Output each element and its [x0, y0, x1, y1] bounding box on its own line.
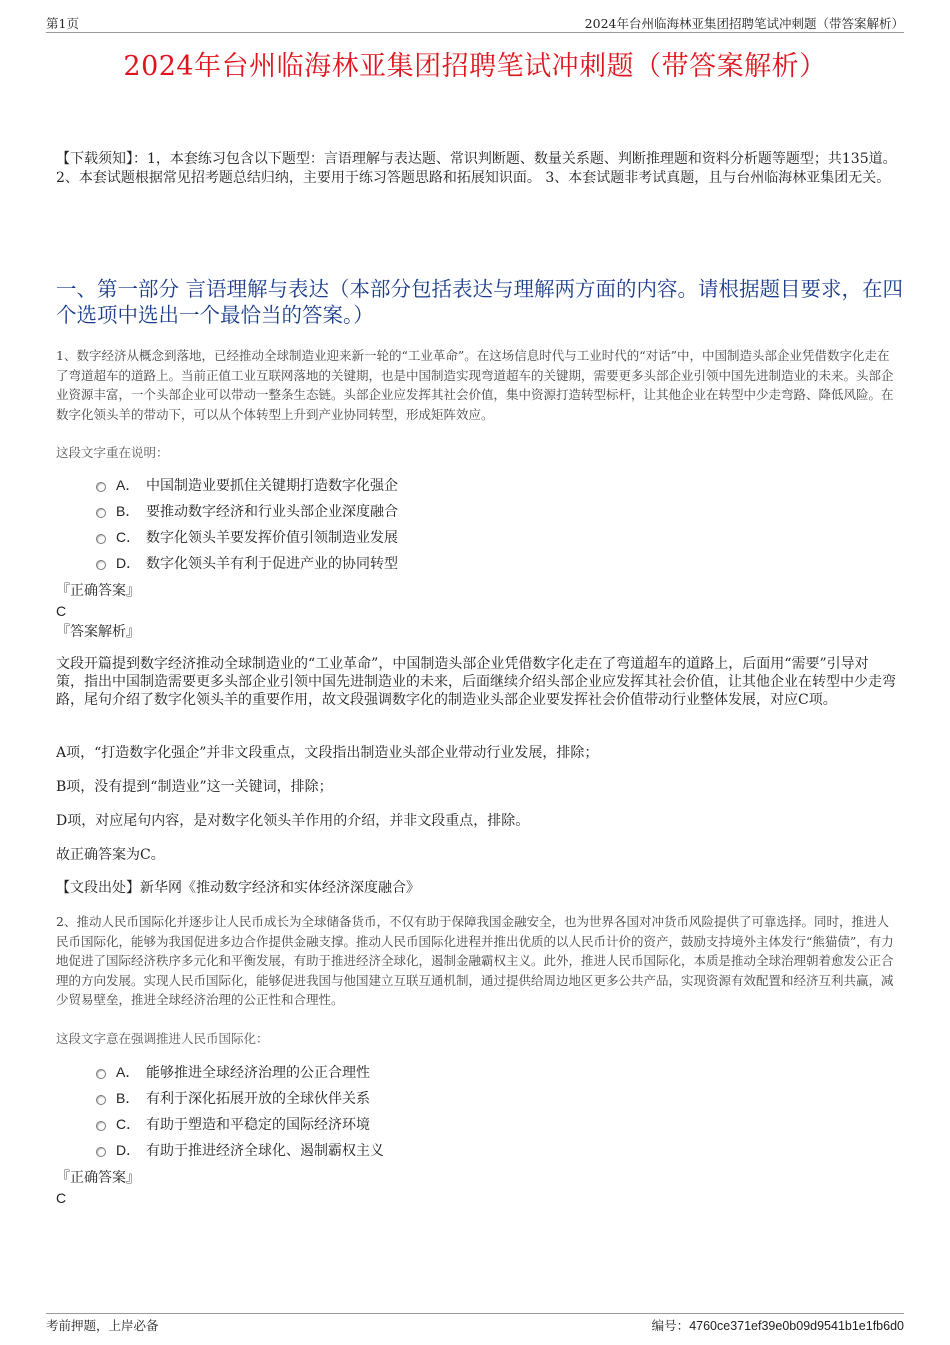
- answer-label: 『正确答案』: [56, 583, 140, 599]
- question-1-prompt: 这段文字重在说明：: [56, 445, 169, 460]
- option-b[interactable]: [96, 498, 796, 524]
- radio-icon[interactable]: [96, 534, 106, 544]
- answer-value: C: [56, 1190, 67, 1206]
- answer-value: C: [56, 603, 67, 619]
- option-c[interactable]: [96, 524, 796, 550]
- option-letter: C．: [116, 1116, 141, 1132]
- option-text: 能够推进全球经济治理的公正合理性: [146, 1065, 370, 1081]
- option-letter: B．: [116, 503, 140, 519]
- option-letter: A．: [116, 1064, 140, 1080]
- passage-source: 【文段出处】新华网《推动数字经济和实体经济深度融合》: [56, 880, 420, 896]
- option-letter: C．: [116, 529, 141, 545]
- option-text: 中国制造业要抓住关键期打造数字化强企: [146, 478, 398, 494]
- footer-slogan: 考前押题，上岸必备: [46, 1318, 159, 1333]
- analysis-conclusion: 故正确答案为C。: [56, 847, 165, 863]
- option-text: 有助于推进经济全球化、遏制霸权主义: [146, 1143, 384, 1159]
- question-1-passage: 1、数字经济从概念到落地，已经推动全球制造业迎来新一轮的“工业革命”。在这场信息时代与工业时代的“对话”中，中国制造头部企业凭借数字化走在了弯道超车的道路上。当前正值工业互联网落地的关键期，也是中国制造实现弯道超车的关键期，需要更多头部企业引领中国先进制造业的未来。头部企业资源丰富，一个头部企业可以带动一整条生态链。头部企业应发挥其社会价值，集中资源打造转型标杆，让其他企业在转型中少走弯路、降低风险。在数字化领头羊的带动下，可以从个体转型上升到产业协同转型，形成矩阵效应。: [56, 348, 894, 422]
- radio-icon[interactable]: [96, 508, 106, 518]
- option-d[interactable]: [96, 1137, 796, 1163]
- question-2-prompt: 这段文字意在强调推进人民币国际化：: [56, 1031, 269, 1046]
- analysis-text: 文段开篇提到数字经济推动全球制造业的“工业革命”，中国制造头部企业凭借数字化走在了弯道超车的道路上，后面用“需要”引导对策，指出中国制造需要更多头部企业引领中国先进制造业的未来，后面继续介绍头部企业应发挥其社会价值，让其他企业在转型中少走弯路，尾句介绍了数字化领头羊的重要作用，故文段强调数字化的制造业头部企业要发挥社会价值带动行业整体发展，对应C项。: [56, 656, 896, 708]
- radio-icon[interactable]: [96, 1121, 106, 1131]
- question-2-options: [96, 1059, 796, 1163]
- footer-code: [652, 1316, 904, 1334]
- answer-label: 『正确答案』: [56, 1170, 140, 1186]
- analysis-label: 『答案解析』: [56, 624, 140, 640]
- footer-code-label: 编号：: [651, 1318, 690, 1333]
- option-b[interactable]: [96, 1085, 796, 1111]
- footer-code-value: 4760ce371ef39e0b09d9541b1e1fb6d0: [689, 1319, 904, 1333]
- page-footer: [46, 1313, 904, 1334]
- option-text: 有利于深化拓展开放的全球伙伴关系: [146, 1091, 370, 1107]
- download-notice: 【下载须知】：1，本套练习包含以下题型：言语理解与表达题、常识判断题、数量关系题、判断推理题和资料分析题等题型；共135道。 2、本套试题根据常见招考题总结归纳，主要用于练习答题思路和拓展知识面。 3、本套试题非考试真题，且与台州临海林亚集团无关。: [56, 151, 897, 186]
- page-header: [46, 14, 904, 33]
- option-text: 要推动数字经济和行业头部企业深度融合: [146, 504, 398, 520]
- analysis-note-b: B项，没有提到“制造业”这一关键词，排除；: [56, 779, 333, 795]
- question-1-options: [96, 472, 796, 576]
- option-a[interactable]: [96, 1059, 796, 1085]
- analysis-note-d: D项，对应尾句内容，是对数字化领头羊作用的介绍，并非文段重点，排除。: [56, 813, 530, 829]
- option-letter: B．: [116, 1090, 140, 1106]
- page-number: 第1页: [46, 16, 79, 31]
- option-text: 数字化领头羊要发挥价值引领制造业发展: [146, 530, 398, 546]
- option-d[interactable]: [96, 550, 796, 576]
- option-text: 数字化领头羊有利于促进产业的协同转型: [146, 556, 398, 572]
- option-text: 有助于塑造和平稳定的国际经济环境: [146, 1117, 370, 1133]
- radio-icon[interactable]: [96, 560, 106, 570]
- option-letter: A．: [116, 477, 140, 493]
- question-2-passage: 2、推动人民币国际化并逐步让人民币成长为全球储备货币，不仅有助于保障我国金融安全，也为世界各国对冲货币风险提供了可靠选择。同时，推进人民币国际化，能够为我国促进多边合作提供金融支撑。推动人民币国际化进程并推出优质的以人民币计价的资产，鼓励支持境外主体发行“熊猫债”，有力地促进了国际经济秩序多元化和平衡发展，有助于推进经济全球化，遏制金融霸权主义。此外，推进人民币国际化，本质是推动全球治理朝着愈发公正合理的方向发展。实现人民币国际化，能够促进我国与他国建立互联互通机制，通过提供给周边地区更多公共产品，实现资源有效配置和经济互利共赢，减少贸易壁垒，推进全球经济治理的公正性和合理性。: [56, 914, 894, 1007]
- document-title: 2024年台州临海林亚集团招聘笔试冲刺题（带答案解析）: [123, 51, 827, 82]
- section-heading: 一、第一部分 言语理解与表达（本部分包括表达与理解两方面的内容。请根据题目要求，在四个选项中选出一个最恰当的答案。）: [56, 277, 904, 327]
- header-doc-title: 2024年台州临海林亚集团招聘笔试冲刺题（带答案解析）: [584, 16, 904, 31]
- radio-icon[interactable]: [96, 1095, 106, 1105]
- analysis-note-a: A项，“打造数字化强企”并非文段重点，文段指出制造业头部企业带动行业发展，排除；: [56, 745, 599, 761]
- option-a[interactable]: [96, 472, 796, 498]
- radio-icon[interactable]: [96, 1147, 106, 1157]
- radio-icon[interactable]: [96, 1069, 106, 1079]
- option-letter: D．: [116, 555, 141, 571]
- option-c[interactable]: [96, 1111, 796, 1137]
- option-letter: D．: [116, 1142, 141, 1158]
- radio-icon[interactable]: [96, 482, 106, 492]
